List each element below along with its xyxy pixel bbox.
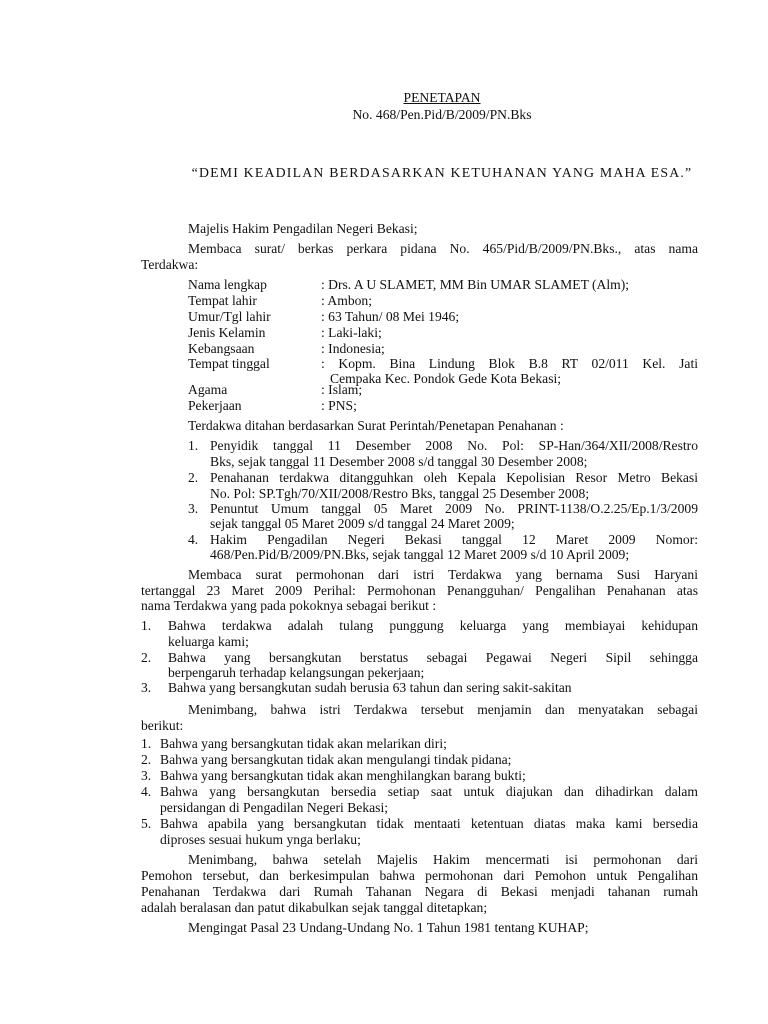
guarantee-item-num: 2. (141, 752, 152, 767)
guarantee-item-line-1: Bahwa yang bersangkutan tidak akan mengulangi tindak pidana; (160, 752, 512, 767)
recalling-line: Mengingat Pasal 23 Undang-Undang No. 1 Tahun 1981 tentang KUHAP; (188, 920, 589, 935)
consideration-line-2: Pemohon tersebut, dan berkesimpulan bahwa permohonan dari Pemohon untuk Pengalihan (141, 868, 698, 883)
detention-item-num: 2. (188, 470, 199, 485)
petition-line-2: tertanggal 23 Maret 2009 Perihal: Permohonan Penangguhan/ Pengalihan Penahanan atas (141, 583, 698, 598)
guarantee-line-1: Menimbang, bahwa istri Terdakwa tersebut menjamin dan menyatakan sebagai (188, 702, 698, 717)
detention-item-num: 4. (188, 532, 199, 547)
age-label: Umur/Tgl lahir (188, 309, 271, 324)
religion-value: : Islam; (321, 382, 363, 397)
reading-line-1: Membaca surat/ berkas perkara pidana No. 465/Pid/B/2009/PN.Bks., atas nama (188, 241, 698, 256)
guarantee-item-line-1: Bahwa apabila yang bersangkutan tidak mentaati ketentuan diatas maka kami bersedia (160, 816, 698, 831)
detention-item-line-2: sejak tanggal 05 Maret 2009 s/d tanggal 24 Maret 2009; (210, 516, 515, 531)
petition-item-line-2: keluarga kami; (168, 634, 249, 649)
detention-item-num: 1. (188, 438, 199, 453)
petition-item-line-2: berpengaruh terhadap kelangsungan pekerjaan; (168, 665, 425, 680)
petition-item-num: 3. (141, 680, 152, 695)
consideration-line-3: Penahanan Terdakwa dari Rumah Tahanan Negara di Bekasi menjadi tahanan rumah (141, 884, 698, 899)
gender-value: : Laki-laki; (321, 325, 382, 340)
detention-item-line-1: Penuntut Umum tanggal 05 Maret 2009 No. PRINT-1138/O.2.25/Ep.1/3/2009 (210, 501, 698, 516)
detention-item-line-1: Penyidik tanggal 11 Desember 2008 No. Pol: SP-Han/364/XII/2008/Restro (210, 438, 698, 453)
religion-label: Agama (188, 382, 228, 397)
guarantee-item-line-1: Bahwa yang bersangkutan tidak akan melarikan diri; (160, 736, 447, 751)
guarantee-item-num: 3. (141, 768, 152, 783)
petition-item-line-1: Bahwa yang bersangkutan sudah berusia 63 tahun dan sering sakit-sakitan (168, 680, 572, 695)
birthplace-label: Tempat lahir (188, 293, 257, 308)
document-title: PENETAPAN (403, 90, 481, 105)
detention-intro: Terdakwa ditahan berdasarkan Surat Perintah/Penetapan Penahanan : (188, 418, 564, 433)
detention-item-num: 3. (188, 501, 199, 516)
guarantee-item-num: 4. (141, 784, 152, 799)
petition-item-num: 2. (141, 650, 152, 665)
consideration-line-4: adalah beralasan dan patut dikabulkan sejak tanggal ditetapkan; (141, 900, 488, 915)
name-value: : Drs. A U SLAMET, MM Bin UMAR SLAMET (Alm); (321, 277, 630, 292)
consideration-line-1: Menimbang, bahwa setelah Majelis Hakim mencermati isi permohonan dari (188, 852, 698, 867)
detention-item-line-2: 468/Pen.Pid/B/2009/PN.Bks, sejak tanggal 12 Maret 2009 s/d 10 April 2009; (210, 547, 630, 562)
nationality-value: : Indonesia; (321, 341, 385, 356)
name-label: Nama lengkap (188, 277, 267, 292)
guarantee-item-line-2: diproses sesuai hukum ynga berlaku; (160, 832, 361, 847)
job-value: : PNS; (321, 398, 357, 413)
guarantee-item-num: 5. (141, 816, 152, 831)
reading-line-2: Terdakwa: (141, 257, 199, 272)
detention-item-line-2: No. Pol: SP.Tgh/70/XII/2008/Restro Bks, tanggal 25 Desember 2008; (210, 486, 590, 501)
gender-label: Jenis Kelamin (188, 325, 266, 340)
petition-item-num: 1. (141, 618, 152, 633)
court-line: Majelis Hakim Pengadilan Negeri Bekasi; (188, 221, 418, 236)
address-value-line-2: Cempaka Kec. Pondok Gede Kota Bekasi; (330, 371, 562, 386)
petition-line-3: nama Terdakwa yang pada pokoknya sebagai berikut : (141, 598, 437, 613)
guarantee-item-line-2: persidangan di Pengadilan Negeri Bekasi; (160, 800, 389, 815)
petition-item-line-1: Bahwa terdakwa adalah tulang punggung keluarga yang membiayai kehidupan (168, 618, 698, 633)
petition-line-1: Membaca surat permohonan dari istri Terdakwa yang bernama Susi Haryani (188, 567, 698, 582)
petition-item-line-1: Bahwa yang bersangkutan berstatus sebagai Pegawai Negeri Sipil sehingga (168, 650, 698, 665)
guarantee-item-num: 1. (141, 736, 152, 751)
guarantee-item-line-1: Bahwa yang bersangkutan bersedia setiap saat untuk diajukan dan dihadirkan dalam (160, 784, 698, 799)
detention-item-line-1: Hakim Pengadilan Negeri Bekasi tanggal 12 Maret 2009 Nomor: (210, 532, 698, 547)
document-number: No. 468/Pen.Pid/B/2009/PN.Bks (352, 107, 532, 122)
address-value-line-1: : Kopm. Bina Lindung Blok B.8 RT 02/011 Kel. Jati (321, 356, 698, 371)
address-label: Tempat tinggal (188, 356, 270, 371)
job-label: Pekerjaan (188, 398, 242, 413)
birthplace-value: : Ambon; (321, 293, 372, 308)
guarantee-item-line-1: Bahwa yang bersangkutan tidak akan menghilangkan barang bukti; (160, 768, 526, 783)
nationality-label: Kebangsaan (188, 341, 255, 356)
document-motto: “DEMI KEADILAN BERDASARKAN KETUHANAN YANG MAHA ESA.” (191, 165, 693, 180)
guarantee-line-2: berikut: (141, 718, 184, 733)
detention-item-line-2: Bks, sejak tanggal 11 Desember 2008 s/d tanggal 30 Desember 2008; (210, 454, 588, 469)
age-value: : 63 Tahun/ 08 Mei 1946; (321, 309, 460, 324)
detention-item-line-1: Penahanan terdakwa ditangguhkan oleh Kepala Kepolisian Resor Metro Bekasi (210, 470, 698, 485)
